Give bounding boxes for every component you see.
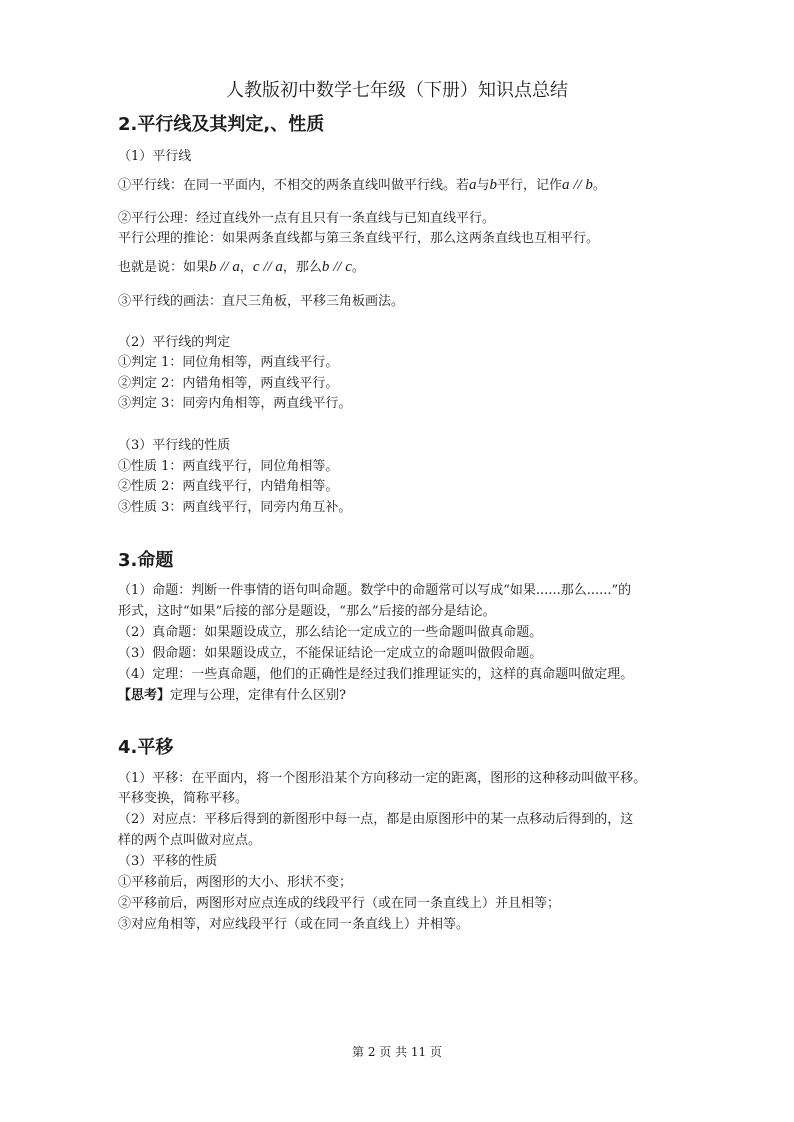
translation-line-5: （3）平移的性质 xyxy=(118,854,218,869)
that-is-end: 。 xyxy=(351,260,365,275)
think-label: 【思考】 xyxy=(118,688,171,703)
parallel-definition xyxy=(118,174,606,194)
translation-line-2: 平移变换，简称平移。 xyxy=(118,791,249,806)
proposition-line-2: 形式，这时“如果”后接的部分是题设，“那么”后接的部分是结论。 xyxy=(118,604,496,619)
criterion-1: ①判定 1：同位角相等，两直线平行。 xyxy=(118,355,339,370)
parallel-axiom: ②平行公理：经过直线外一点有且只有一条直线与已知直线平行。 xyxy=(118,211,496,226)
section-2-heading: 2.平行线及其判定,、性质 xyxy=(118,114,325,135)
criterion-2: ②判定 2：内错角相等，两直线平行。 xyxy=(118,376,339,391)
var-a: a xyxy=(469,177,477,193)
definition-with: 与 xyxy=(476,178,490,193)
translation-line-8: ③对应角相等，对应线段平行（或在同一条直线上）并相等。 xyxy=(118,917,470,932)
condition-b-parallel-a: b // a xyxy=(209,259,240,275)
property-1: ①性质 1：两直线平行，同位角相等。 xyxy=(118,459,339,474)
subheading-criteria: （2）平行线的判定 xyxy=(118,335,231,350)
definition-mid: 平行，记作 xyxy=(497,178,563,193)
section-4-heading: 4.平移 xyxy=(118,737,174,758)
result-b-parallel-c: b // c xyxy=(321,259,352,275)
definition-text: ①平行线：在同一平面内，不相交的两条直线叫做平行线。若 xyxy=(118,178,470,193)
think-question xyxy=(118,684,346,703)
theorem-definition: （4）定理：一些真命题，他们的正确性是经过我们推理证实的，这样的真命题叫做定理。 xyxy=(118,667,634,682)
subheading-parallel-lines: （1）平行线 xyxy=(118,149,192,164)
drawing-method: ③平行线的画法：直尺三角板，平移三角板画法。 xyxy=(118,294,405,309)
translation-line-1: （1）平移：在平面内，将一个图形沿某个方向移动一定的距离，图形的这种移动叫做平移。 xyxy=(118,771,647,786)
proposition-line-1: （1）命题：判断一件事情的语句叫命题。数学中的命题常可以写成“如果......那么......”的 xyxy=(118,583,632,598)
translation-line-7: ②平移前后，两图形对应点连成的线段平行（或在同一条直线上）并且相等； xyxy=(118,896,561,911)
definition-end: 。 xyxy=(592,178,606,193)
section-3-heading: 3.命题 xyxy=(118,550,174,571)
criterion-3: ③判定 3：同旁内角相等，两直线平行。 xyxy=(118,396,352,411)
think-text: 定理与公理，定律有什么区别? xyxy=(170,688,346,703)
that-is-then: ，那么 xyxy=(282,260,322,275)
var-b: b xyxy=(489,177,498,193)
subheading-properties: （3）平行线的性质 xyxy=(118,438,231,453)
that-is-prefix: 也就是说：如果 xyxy=(118,260,210,275)
false-proposition: （3）假命题：如果题设成立，不能保证结论一定成立的命题叫做假命题。 xyxy=(118,646,543,661)
document-title: 人教版初中数学七年级（下册）知识点总结 xyxy=(226,80,568,101)
translation-line-4: 样的两个点叫做对应点。 xyxy=(118,833,262,848)
that-is-statement xyxy=(118,256,365,276)
page-footer: 第 2 页 共 11 页 xyxy=(352,1045,442,1059)
property-2: ②性质 2：两直线平行，内错角相等。 xyxy=(118,479,339,494)
notation-a-parallel-b: a // b xyxy=(562,177,593,193)
that-is-sep: ， xyxy=(239,260,253,275)
true-proposition: （2）真命题：如果题设成立，那么结论一定成立的一些命题叫做真命题。 xyxy=(118,625,543,640)
translation-line-6: ①平移前后，两图形的大小、形状不变； xyxy=(118,875,353,890)
translation-line-3: （2）对应点：平移后得到的新图形中每一点，都是由原图形中的某一点移动后得到的，这 xyxy=(118,812,634,827)
property-3: ③性质 3：两直线平行，同旁内角互补。 xyxy=(118,500,352,515)
axiom-corollary: 平行公理的推论：如果两条直线都与第三条直线平行，那么这两条直线也互相平行。 xyxy=(118,231,600,246)
condition-c-parallel-a: c // a xyxy=(252,259,283,275)
